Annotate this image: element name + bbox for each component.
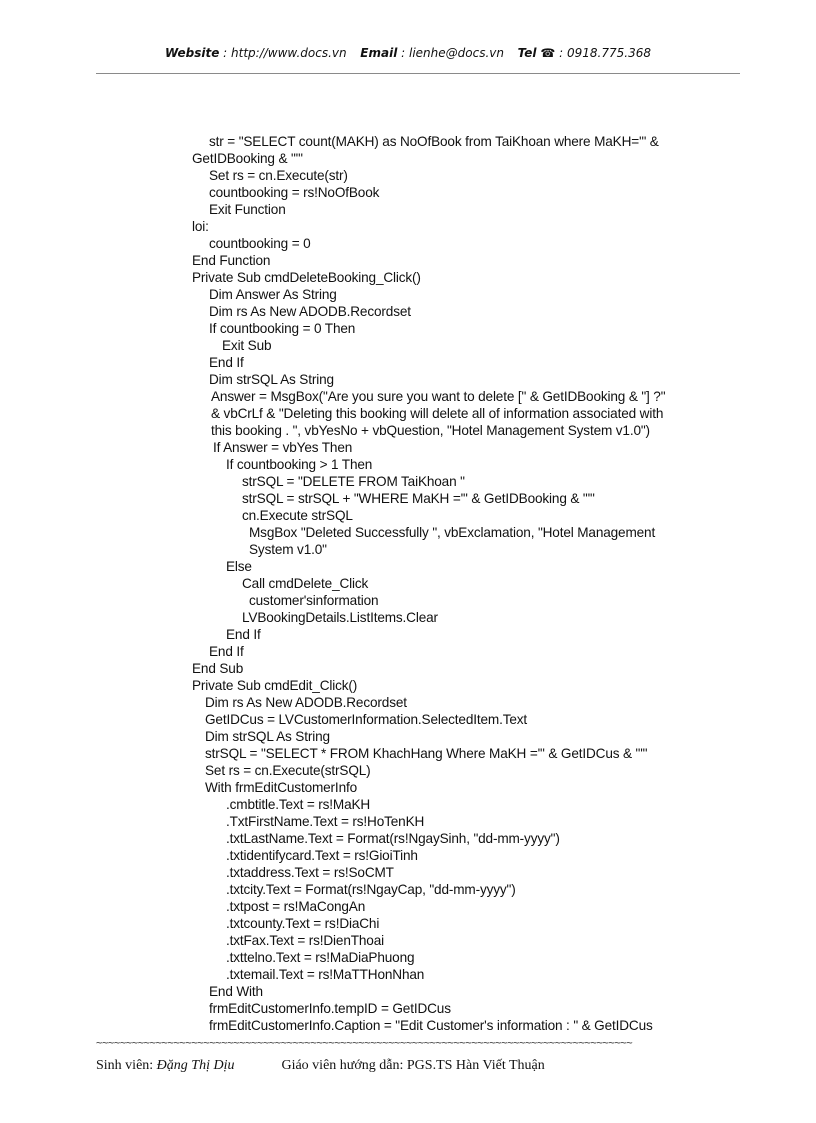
code-line: With frmEditCustomerInfo	[205, 780, 358, 795]
footer-separator: ~~~~~~~~~~~~~~~~~~~~~~~~~~~~~~~~~~~~~~~~~~~~~~~~~~~~~~~~~~~~~~~~~~~~~~~~~~~~~~~~~~~~~~~~~~	[96, 1037, 633, 1049]
tel-label: Tel	[517, 46, 537, 60]
code-line: cn.Execute strSQL	[242, 508, 353, 523]
code-line: Set rs = cn.Execute(str)	[209, 168, 348, 183]
code-line: GetIDBooking & "'"	[192, 151, 303, 166]
code-line: this booking . ", vbYesNo + vbQuestion, "Hotel Management System v1.0")	[211, 423, 650, 438]
code-line: .txtemail.Text = rs!MaTTHonNhan	[226, 967, 425, 982]
phone-icon: ☎	[540, 46, 556, 60]
code-line: Dim rs As New ADODB.Recordset	[205, 695, 407, 710]
code-line: strSQL = "SELECT * FROM KhachHang Where MaKH ='" & GetIDCus & "'"	[205, 746, 648, 761]
code-line: customer'sinformation	[249, 593, 379, 608]
code-line: .txtFax.Text = rs!DienThoai	[226, 933, 384, 948]
code-line: If countbooking = 0 Then	[209, 321, 356, 336]
code-line: Private Sub cmdEdit_Click()	[192, 678, 358, 693]
code-line: Else	[226, 559, 252, 574]
page-footer	[96, 1058, 545, 1076]
code-line: Dim strSQL As String	[205, 729, 330, 744]
code-line: MsgBox "Deleted Successfully ", vbExclamation, "Hotel Management	[249, 525, 656, 540]
code-line: .txtaddress.Text = rs!SoCMT	[226, 865, 394, 880]
code-line: .txttelno.Text = rs!MaDiaPhuong	[226, 950, 415, 965]
code-line: .txtidentifycard.Text = rs!GioiTinh	[226, 848, 418, 863]
student-label: Sinh viên:	[96, 1058, 154, 1073]
code-line: Dim Answer As String	[209, 287, 337, 302]
code-line: .txtcity.Text = Format(rs!NgayCap, "dd-mm-yyyy")	[226, 882, 516, 897]
code-line: frmEditCustomerInfo.tempID = GetIDCus	[209, 1001, 451, 1016]
code-line: Set rs = cn.Execute(strSQL)	[205, 763, 371, 778]
code-line: .cmbtitle.Text = rs!MaKH	[226, 797, 371, 812]
page-header	[0, 46, 816, 66]
code-line: & vbCrLf & "Deleting this booking will delete all of information associated with	[211, 406, 664, 421]
email-label: Email	[360, 46, 398, 60]
code-line: End If	[209, 644, 244, 659]
code-line: .txtLastName.Text = Format(rs!NgaySinh, "dd-mm-yyyy")	[226, 831, 560, 846]
code-line: loi:	[192, 219, 209, 234]
code-line: End Sub	[192, 661, 244, 676]
header-divider	[96, 73, 740, 74]
code-line: End If	[226, 627, 261, 642]
code-line: Call cmdDelete_Click	[242, 576, 369, 591]
code-line: System v1.0"	[249, 542, 327, 557]
code-line: LVBookingDetails.ListItems.Clear	[242, 610, 438, 625]
student-name: Đặng Thị Dịu	[156, 1058, 235, 1073]
code-line: countbooking = rs!NoOfBook	[209, 185, 380, 200]
code-line: .txtcounty.Text = rs!DiaChi	[226, 916, 380, 931]
code-line: strSQL = "DELETE FROM TaiKhoan "	[242, 474, 465, 489]
code-line: Exit Function	[209, 202, 286, 217]
code-line: Dim rs As New ADODB.Recordset	[209, 304, 411, 319]
code-line: Answer = MsgBox("Are you sure you want to delete [" & GetIDBooking & "] ?"	[211, 389, 666, 404]
code-line: Dim strSQL As String	[209, 372, 334, 387]
code-line: strSQL = strSQL + "WHERE MaKH ='" & GetIDBooking & "'"	[242, 491, 595, 506]
code-line: End If	[209, 355, 244, 370]
tel-value: : 0918.775.368	[559, 46, 651, 60]
code-line: frmEditCustomerInfo.Caption = "Edit Customer's information : " & GetIDCus	[209, 1018, 653, 1033]
code-line: GetIDCus = LVCustomerInformation.SelectedItem.Text	[205, 712, 528, 727]
code-line: Exit Sub	[222, 338, 272, 353]
code-line: .txtpost = rs!MaCongAn	[226, 899, 366, 914]
code-line: .TxtFirstName.Text = rs!HoTenKH	[226, 814, 425, 829]
code-line: End With	[209, 984, 263, 999]
code-line: End Function	[192, 253, 271, 268]
code-line: str = "SELECT count(MAKH) as NoOfBook from TaiKhoan where MaKH='" &	[209, 134, 659, 149]
code-line: countbooking = 0	[209, 236, 311, 251]
code-line: If countbooking > 1 Then	[226, 457, 373, 472]
website-value: : http://www.docs.vn	[223, 46, 347, 60]
code-line: If Answer = vbYes Then	[213, 440, 353, 455]
advisor-label: Giáo viên hướng dẫn: PGS.TS Hàn Viết Thuận	[281, 1058, 545, 1073]
code-line: Private Sub cmdDeleteBooking_Click()	[192, 270, 421, 285]
email-value: : lienhe@docs.vn	[401, 46, 504, 60]
website-label: Website	[165, 46, 220, 60]
